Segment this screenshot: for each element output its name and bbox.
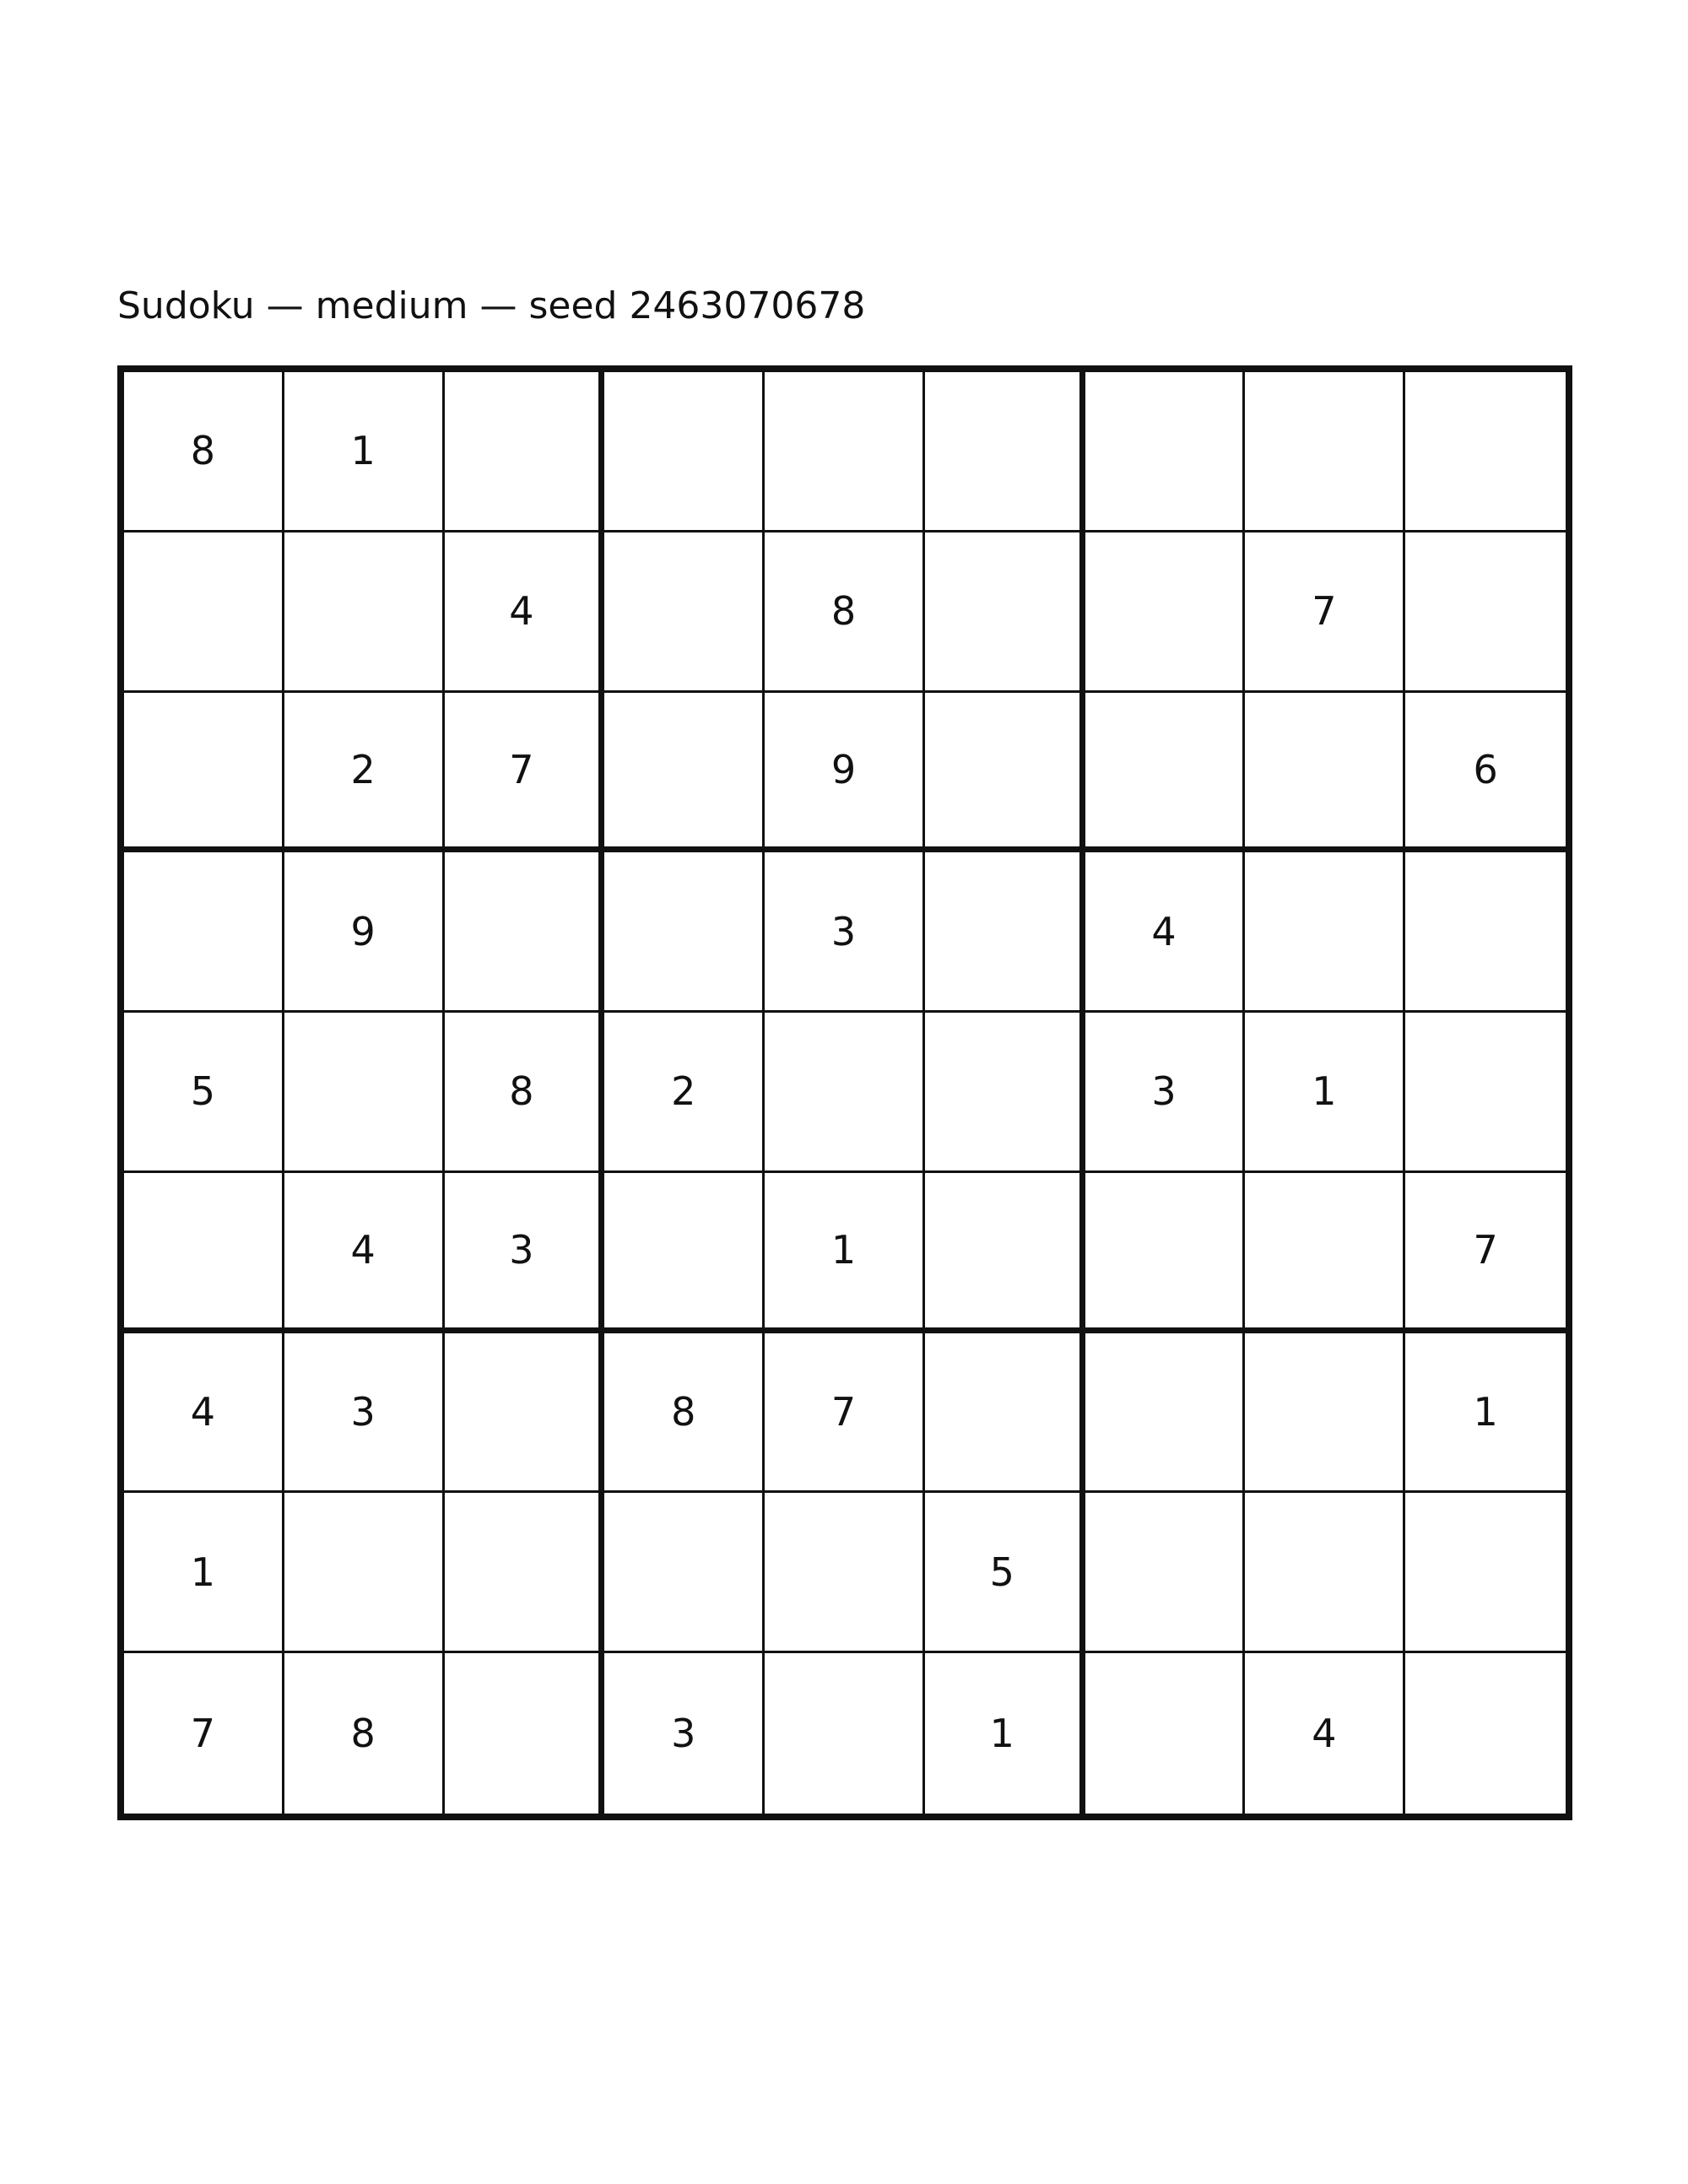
empty-cell[interactable] bbox=[1085, 1493, 1246, 1653]
empty-cell[interactable] bbox=[925, 852, 1085, 1013]
empty-cell[interactable] bbox=[765, 372, 925, 532]
given-cell: 5 bbox=[925, 1493, 1085, 1653]
empty-cell[interactable] bbox=[925, 693, 1085, 853]
given-cell: 7 bbox=[1405, 1173, 1566, 1333]
empty-cell[interactable] bbox=[1405, 532, 1566, 693]
empty-cell[interactable] bbox=[765, 1013, 925, 1173]
given-cell: 3 bbox=[445, 1173, 605, 1333]
given-cell: 9 bbox=[284, 852, 445, 1013]
given-cell: 1 bbox=[124, 1493, 284, 1653]
empty-cell[interactable] bbox=[1245, 1333, 1405, 1494]
empty-cell[interactable] bbox=[124, 532, 284, 693]
empty-cell[interactable] bbox=[1085, 1333, 1246, 1494]
given-cell: 3 bbox=[284, 1333, 445, 1494]
given-cell: 2 bbox=[284, 693, 445, 853]
empty-cell[interactable] bbox=[1245, 1173, 1405, 1333]
empty-cell[interactable] bbox=[284, 1013, 445, 1173]
empty-cell[interactable] bbox=[124, 1173, 284, 1333]
given-cell: 3 bbox=[1085, 1013, 1246, 1173]
given-cell: 5 bbox=[124, 1013, 284, 1173]
given-cell: 1 bbox=[925, 1653, 1085, 1814]
given-cell: 9 bbox=[765, 693, 925, 853]
empty-cell[interactable] bbox=[284, 532, 445, 693]
empty-cell[interactable] bbox=[1085, 532, 1246, 693]
empty-cell[interactable] bbox=[284, 1493, 445, 1653]
given-cell: 7 bbox=[765, 1333, 925, 1494]
given-cell: 7 bbox=[445, 693, 605, 853]
given-cell: 1 bbox=[1405, 1333, 1566, 1494]
empty-cell[interactable] bbox=[604, 372, 765, 532]
given-cell: 4 bbox=[445, 532, 605, 693]
empty-cell[interactable] bbox=[1085, 1173, 1246, 1333]
empty-cell[interactable] bbox=[604, 1493, 765, 1653]
given-cell: 7 bbox=[124, 1653, 284, 1814]
given-cell: 3 bbox=[765, 852, 925, 1013]
empty-cell[interactable] bbox=[1405, 852, 1566, 1013]
empty-cell[interactable] bbox=[925, 1173, 1085, 1333]
empty-cell[interactable] bbox=[1405, 372, 1566, 532]
empty-cell[interactable] bbox=[925, 372, 1085, 532]
empty-cell[interactable] bbox=[445, 1653, 605, 1814]
empty-cell[interactable] bbox=[1085, 372, 1246, 532]
empty-cell[interactable] bbox=[1245, 1493, 1405, 1653]
empty-cell[interactable] bbox=[124, 852, 284, 1013]
empty-cell[interactable] bbox=[445, 1333, 605, 1494]
given-cell: 4 bbox=[1085, 852, 1246, 1013]
empty-cell[interactable] bbox=[604, 852, 765, 1013]
empty-cell[interactable] bbox=[1405, 1013, 1566, 1173]
given-cell: 1 bbox=[1245, 1013, 1405, 1173]
empty-cell[interactable] bbox=[604, 1173, 765, 1333]
empty-cell[interactable] bbox=[925, 532, 1085, 693]
empty-cell[interactable] bbox=[604, 532, 765, 693]
empty-cell[interactable] bbox=[1405, 1493, 1566, 1653]
given-cell: 7 bbox=[1245, 532, 1405, 693]
empty-cell[interactable] bbox=[604, 693, 765, 853]
empty-cell[interactable] bbox=[1085, 693, 1246, 853]
given-cell: 8 bbox=[604, 1333, 765, 1494]
empty-cell[interactable] bbox=[1085, 1653, 1246, 1814]
given-cell: 1 bbox=[284, 372, 445, 532]
empty-cell[interactable] bbox=[445, 1493, 605, 1653]
given-cell: 8 bbox=[124, 372, 284, 532]
empty-cell[interactable] bbox=[925, 1333, 1085, 1494]
given-cell: 4 bbox=[1245, 1653, 1405, 1814]
empty-cell[interactable] bbox=[765, 1653, 925, 1814]
empty-cell[interactable] bbox=[1245, 852, 1405, 1013]
empty-cell[interactable] bbox=[124, 693, 284, 853]
given-cell: 1 bbox=[765, 1173, 925, 1333]
given-cell: 8 bbox=[765, 532, 925, 693]
given-cell: 8 bbox=[445, 1013, 605, 1173]
given-cell: 4 bbox=[124, 1333, 284, 1494]
empty-cell[interactable] bbox=[765, 1493, 925, 1653]
empty-cell[interactable] bbox=[445, 852, 605, 1013]
given-cell: 2 bbox=[604, 1013, 765, 1173]
sudoku-board bbox=[117, 365, 1572, 1820]
empty-cell[interactable] bbox=[1245, 693, 1405, 853]
given-cell: 6 bbox=[1405, 693, 1566, 853]
empty-cell[interactable] bbox=[925, 1013, 1085, 1173]
puzzle-title: Sudoku — medium — seed 2463070678 bbox=[117, 284, 866, 327]
given-cell: 4 bbox=[284, 1173, 445, 1333]
empty-cell[interactable] bbox=[1245, 372, 1405, 532]
empty-cell[interactable] bbox=[445, 372, 605, 532]
empty-cell[interactable] bbox=[1405, 1653, 1566, 1814]
given-cell: 3 bbox=[604, 1653, 765, 1814]
given-cell: 8 bbox=[284, 1653, 445, 1814]
